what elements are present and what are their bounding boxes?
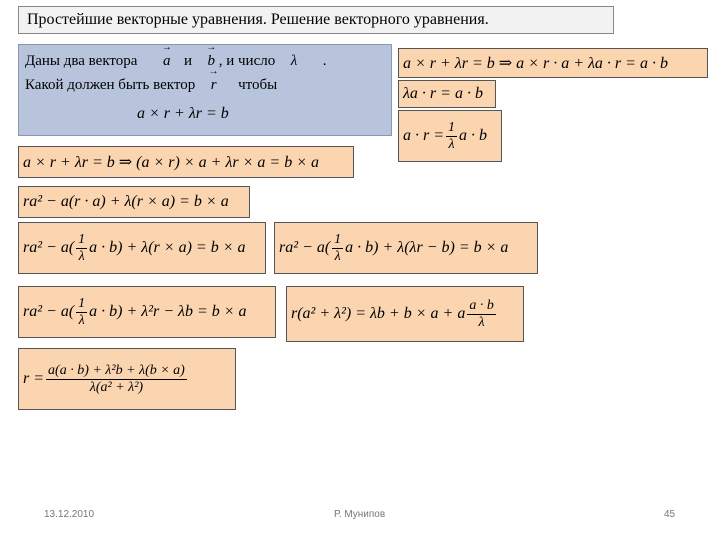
formula-collected — [286, 286, 524, 342]
fraction-denominator: λ(a² + λ²) — [89, 379, 144, 395]
formula-text: a × r + λr = b ⇒ a × r · a + λa · r = a · b — [403, 55, 668, 72]
fraction — [332, 232, 343, 265]
vector-b-symbol: → b — [207, 53, 215, 70]
fraction — [467, 298, 496, 331]
so-that-text: чтобы — [238, 77, 278, 93]
fraction-denominator: λ — [78, 312, 85, 328]
footer-author: Р. Мунипов — [334, 509, 386, 520]
formula-right: a · b) + λ(r × a) = b × a — [89, 239, 246, 256]
formula-left: ra² − a( — [279, 239, 331, 256]
fraction — [76, 296, 87, 329]
formula-lambda-scalar — [398, 80, 496, 108]
footer-page-number: 45 — [664, 509, 676, 520]
problem-line-1 — [25, 53, 326, 70]
problem-statement-box — [18, 44, 392, 136]
formula-text: ra² − a(r · a) + λ(r × a) = b × a — [23, 193, 229, 210]
fraction-numerator: a(a · b) + λ²b + λ(b × a) — [48, 362, 185, 378]
formula-right: a · b) + λ(λr − b) = b × a — [345, 239, 509, 256]
vector-a-symbol: → a — [163, 53, 171, 70]
given-text: Даны два вектора — [25, 53, 138, 69]
formula-left: r = — [23, 370, 45, 387]
formula-left: ra² − a( — [23, 239, 75, 256]
question-text: Какой должен быть вектор — [25, 77, 196, 93]
number-text: , и число — [218, 53, 276, 69]
lambda-symbol: λ — [290, 53, 298, 69]
formula-a-dot-r — [398, 110, 502, 162]
fraction — [446, 120, 457, 153]
formula-text: λa · r = a · b — [403, 85, 483, 102]
formula-text: a × r + λr = b ⇒ (a × r) × a + λr × a = b × a — [23, 154, 319, 171]
fraction-numerator: 1 — [78, 231, 86, 247]
footer-date: 13.12.2010 — [44, 509, 95, 520]
problem-line-2 — [25, 77, 277, 94]
slide-title: Простейшие векторные уравнения. Решение векторного уравнения. — [18, 6, 614, 34]
formula-left: ra² − a( — [23, 303, 75, 320]
formula-right: a · b) + λ²r − λb = b × a — [89, 303, 247, 320]
fraction — [46, 363, 187, 396]
formula-cross-product-step — [18, 146, 354, 178]
fraction-numerator: a · b — [469, 297, 494, 313]
given-equation: a × r + λr = b — [137, 105, 229, 122]
formula-substitution-right — [274, 222, 538, 274]
fraction — [76, 232, 87, 265]
formula-dot-product-step — [398, 48, 708, 78]
formula-left: a · r = — [403, 127, 445, 144]
fraction-numerator: 1 — [334, 231, 342, 247]
fraction-denominator: λ — [478, 314, 485, 330]
period-text: . — [322, 53, 327, 69]
formula-substitution-left — [18, 222, 266, 274]
formula-left: r(a² + λ²) = λb + b × a + a — [291, 305, 466, 322]
formula-right: a · b — [459, 127, 488, 144]
formula-solution — [18, 348, 236, 410]
fraction-denominator: λ — [78, 248, 85, 264]
formula-lambda-squared — [18, 286, 276, 338]
fraction-denominator: λ — [448, 136, 455, 152]
fraction-numerator: 1 — [448, 119, 456, 135]
vector-r-symbol: → r — [211, 77, 217, 94]
and-text: и — [183, 53, 192, 69]
fraction-numerator: 1 — [78, 295, 86, 311]
fraction-denominator: λ — [334, 248, 341, 264]
formula-expanded — [18, 186, 250, 218]
